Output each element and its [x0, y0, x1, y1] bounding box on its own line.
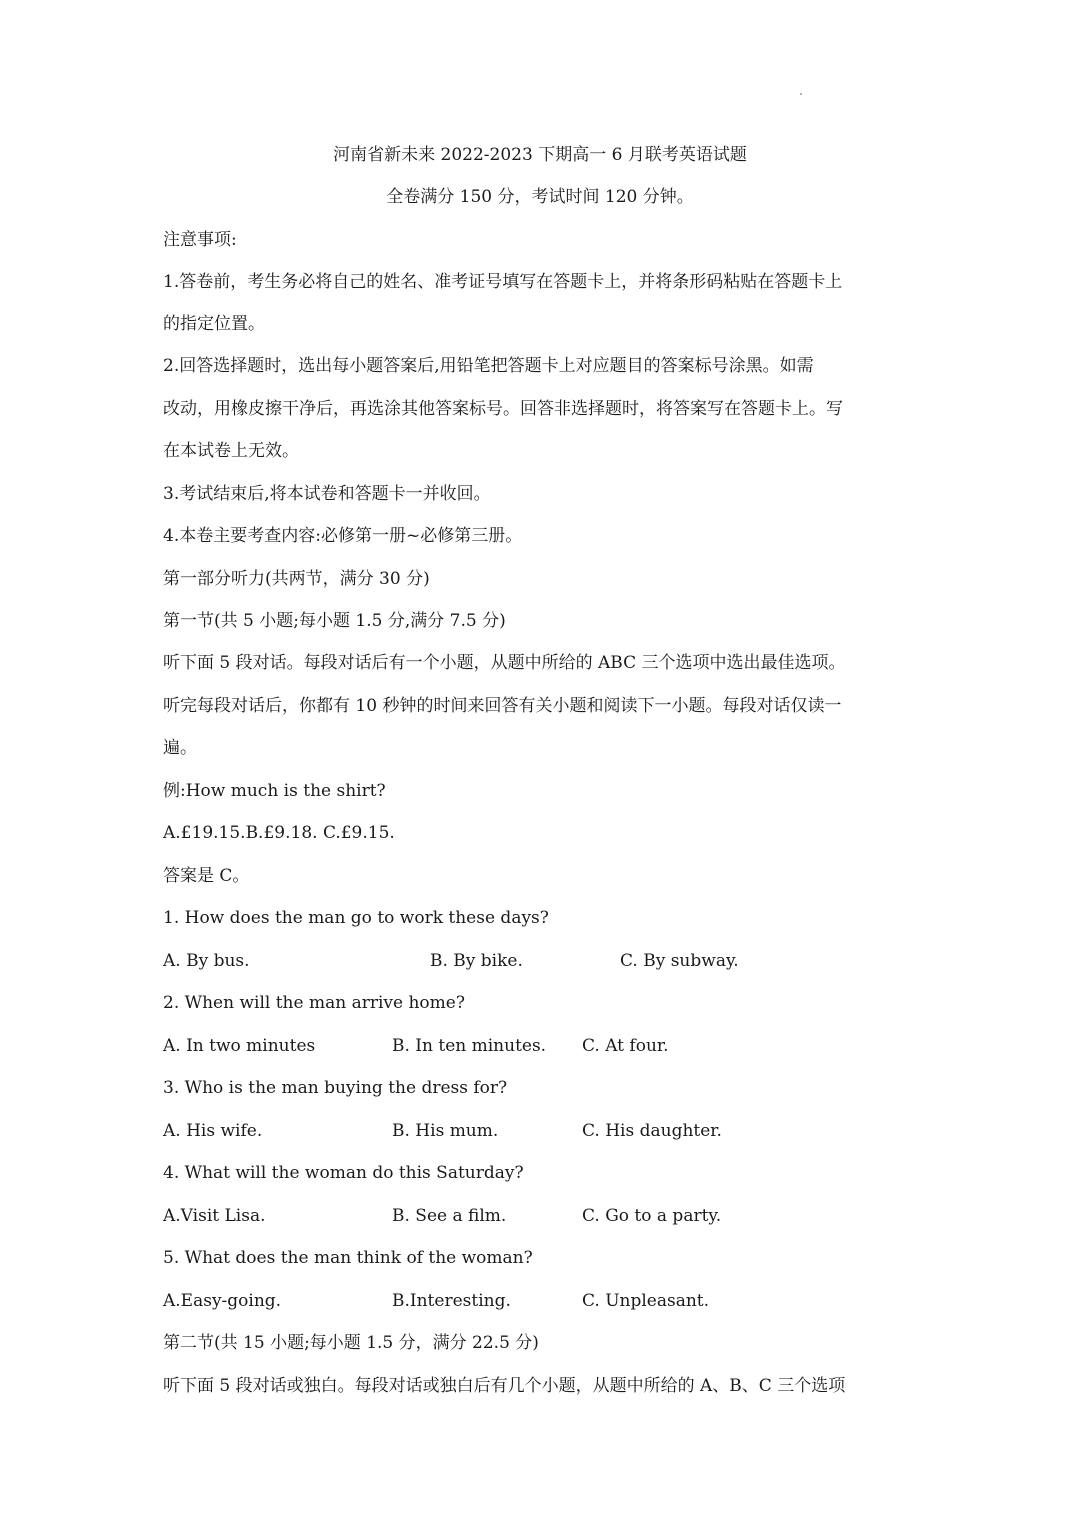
example-options: A.£19.15.B.£9.18. C.£9.15.	[163, 823, 395, 843]
question-5: 5. What does the man think of the woman?	[163, 1248, 533, 1268]
section1-heading: 第一节(共 5 小题;每小题 1.5 分,满分 7.5 分)	[163, 611, 506, 631]
question-4: 4. What will the woman do this Saturday?	[163, 1163, 524, 1183]
part1-heading: 第一部分听力(共两节，满分 30 分)	[163, 569, 430, 589]
scan-speck	[800, 93, 802, 95]
page-subtitle: 全卷满分 150 分，考试时间 120 分钟。	[386, 187, 694, 207]
notice-line: 改动，用橡皮擦干净后，再选涂其他答案标号。回答非选择题时，将答案写在答题卡上。写	[163, 399, 843, 419]
q1-option-a: A. By bus.	[163, 951, 250, 971]
notice-line: 3.考试结束后,将本试卷和答题卡一并收回。	[163, 484, 491, 504]
q3-option-a: A. His wife.	[163, 1121, 263, 1141]
q3-option-b: B. His mum.	[392, 1121, 499, 1141]
q4-option-a: A.Visit Lisa.	[163, 1206, 266, 1226]
q2-option-c: C. At four.	[582, 1036, 669, 1056]
section1-instruction: 听完每段对话后，你都有 10 秒钟的时间来回答有关小题和阅读下一小题。每段对话仅读一	[163, 696, 842, 716]
notice-line: 2.回答选择题时，选出每小题答案后,用铅笔把答题卡上对应题目的答案标号涂黑。如需	[163, 356, 814, 376]
section2-instruction: 听下面 5 段对话或独白。每段对话或独白后有几个小题，从题中所给的 A、B、C 三个选项	[163, 1376, 846, 1396]
section1-instruction: 听下面 5 段对话。每段对话后有一个小题，从题中所给的 ABC 三个选项中选出最佳选项。	[163, 653, 846, 673]
notice-line: 4.本卷主要考查内容:必修第一册~必修第三册。	[163, 526, 523, 546]
q5-option-a: A.Easy-going.	[163, 1291, 282, 1311]
notice-line: 1.答卷前，考生务必将自己的姓名、准考证号填写在答题卡上，并将条形码粘贴在答题卡上	[163, 272, 843, 292]
q1-option-b: B. By bike.	[430, 951, 523, 971]
question-3: 3. Who is the man buying the dress for?	[163, 1078, 508, 1098]
notice-line: 在本试卷上无效。	[163, 441, 299, 461]
example-question: 例:How much is the shirt?	[163, 781, 386, 801]
section1-instruction: 遍。	[163, 738, 197, 758]
q2-option-a: A. In two minutes	[163, 1036, 316, 1056]
example-answer: 答案是 C。	[163, 866, 250, 886]
section2-heading: 第二节(共 15 小题;每小题 1.5 分，满分 22.5 分)	[163, 1333, 539, 1353]
question-1: 1. How does the man go to work these days?	[163, 908, 549, 928]
notice-line: 的指定位置。	[163, 314, 265, 334]
question-2: 2. When will the man arrive home?	[163, 993, 465, 1013]
q3-option-c: C. His daughter.	[582, 1121, 722, 1141]
q1-option-c: C. By subway.	[620, 951, 739, 971]
page-title: 河南省新未来 2022-2023 下期高一 6 月联考英语试题	[333, 145, 747, 165]
q5-option-b: B.Interesting.	[392, 1291, 511, 1311]
q4-option-c: C. Go to a party.	[582, 1206, 722, 1226]
q5-option-c: C. Unpleasant.	[582, 1291, 710, 1311]
notice-heading: 注意事项:	[163, 230, 237, 250]
q2-option-b: B. In ten minutes.	[392, 1036, 547, 1056]
q4-option-b: B. See a film.	[392, 1206, 507, 1226]
